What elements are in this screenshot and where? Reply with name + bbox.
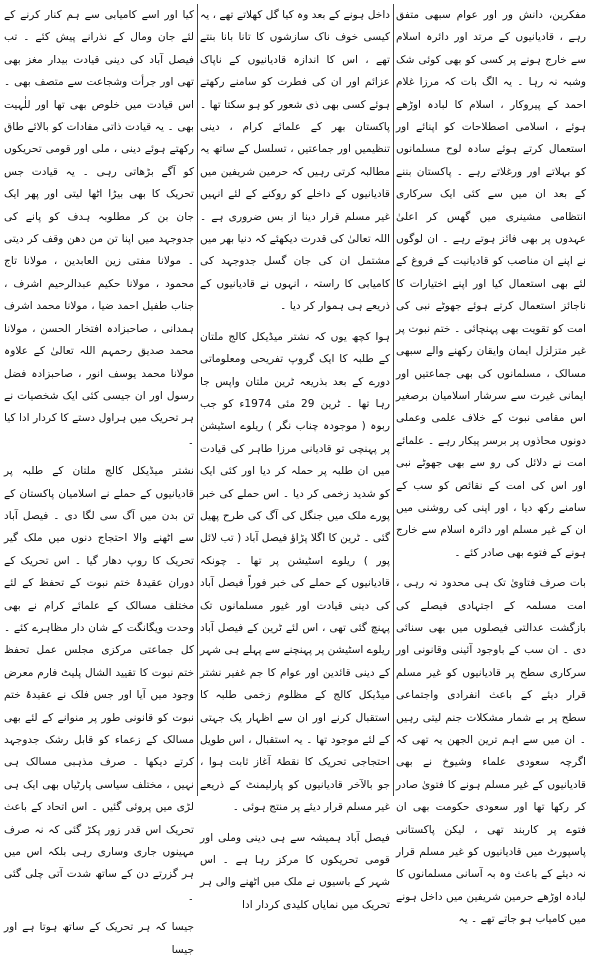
text-column-middle <box>200 4 391 911</box>
column-1-paragraph-1: مفکرین، دانش ور اور عوام سبھی متفق رہے ، قادیانیوں کے مرتد اور دائرہ اسلام سے خارج ہونے پر کسی کو بھی کوئی شک وشبہ نہ رہا ۔ یہ الگ بات کہ مرزا غلام احمد کے پیروکار ، اسلام کا لبادہ اوڑھے ہوئے ، اسلامی اصطلاحات کو اپنائے اور استعمال کرتے ہوئے سادہ لوح مسلمانوں کو بہلاتے اور ورغلاتے رہے ۔ پاکستان بننے کے بعد ان میں سے کئی ایک سرکاری انتظامی مشینری میں گھس کر اعلیٰ عہدوں پر بھی فائز ہوتے رہے ۔ ان لوگوں نے اپنے ان مناصب کو قادیانیت کے فروغ کے لئے بھی استعمال کیا اور اپنے اختیارات کا ناجائز استعمال کرتے ہوئے جھوٹے نبی کی امت کو تقویت بھی پہنچائی ۔ ختم نبوت پر غیر متزلزل ایمان وایقان رکھنے والے سبھی مسالک ، مسلمانوں کی بھی جماعتیں اور ایمانی غیرت سے سرشار اسلامیان برصغیر اس مقامی نبوت کے خلاف علمی وعملی دونوں محاذوں پر برسر پیکار رہے ۔ علمائے امت نے دلائل کی رو سے بھی جھوٹے نبی اور اس کی امت کے نقائص کو سب کے سامنے رکھ دیا ، اور اپنی کی روشنی میں ان کے غیر مسلم اور دائرہ اسلام سے خارج ہونے کے فتوے بھی صادر کئے ۔ <box>396 9 586 559</box>
column-3-paragraph-2: نشتر میڈیکل کالج ملتان کے طلبہ پر قادیانیوں کے حملے نے اسلامیان پاکستان کے تن بدن میں آگ سی لگا دی ۔ فیصل آباد سے اٹھنے والا احتجاج دنوں میں ملک گیر تحریک کا روپ دھار گیا ۔ اس تحریک کے دوران عقیدۂ ختم نبوت کے تحفظ کے لئے مختلف مسالک کے علمائے کرام نے بھی وحدت ویگانگت کے شان دار مظاہرے کئے ۔ کل جماعتی مرکزی مجلس عمل تحفظ ختم نبوت کا تقیید الشال پلیٹ فارم معرض وجود میں آیا اور جس فلک نے عقیدۂ ختم نبوت کو قانونی طور پر منوانے کے لئے بھی مسالک کے زعماء کو قابل رشک جدوجہد کرتے دیکھا ۔ صرف مذہبی مسالک ہی نہیں ، مختلف سیاسی پارٹیاں بھی ایک ہی لڑی میں پروئی گئیں ۔ اس اتحاد کے باعث تحریک اس قدر زور پکڑ گئی کہ نہ صرف مہینوں جاری وساری رہی بلکہ اس میں ہر گزرتے دن کے ساتھ شدت آتی چلی گئی ۔ <box>4 465 194 903</box>
column-2-paragraph-1: داخل ہونے کے بعد وہ کیا گل کھلاتے تھے ، یہ کیسی خوف ناک سازشوں کا تانا بانا بنتے تھے ، اس کا اندازہ قادیانیوں کے ناپاک عزائم اور ان کی فطرت کو سامنے رکھتے ہوئے کسی بھی ذی شعور کو ہو سکتا تھا ۔ پاکستان بھر کے علمائے کرام ، دینی تنظیمیں اور جماعتیں ، تسلسل کے ساتھ یہ مطالبہ کرتی رہیں کہ حرمین شریفین میں قادیانیوں کے داخلے کو روکنے کے لئے انہیں غیر مسلم قرار دینا از بس ضروری ہے ۔ اللہ تعالیٰ کی قدرت دیکھئے کہ دنیا بھر میں مشتمل ان کی جان گسل جدوجہد کی کامیابی کا راستہ ، انہوں نے قادیانیوں کے ذریعے ہی ہموار کر دیا ۔ <box>200 9 390 313</box>
column-2-paragraph-3: فیصل آباد ہمیشہ سے ہی دینی وملی اور قومی تحریکوں کا مرکز رہا ہے ۔ اس شہر کے باسیوں نے ملک میں اٹھنے والی ہر تحریک میں نمایاں کلیدی کردار ادا <box>200 831 390 911</box>
column-2-paragraph-2: ہوا کچھ یوں کہ نشتر میڈیکل کالج ملتان کے طلبہ کا ایک گروپ تفریحی ومعلوماتی دورے کے بعد بذریعہ ٹرین ملتان واپس جا رہا تھا ۔ ٹرین 29 مئی 1974ء کو جب ربوہ ( موجودہ چناب نگر ) ریلوے اسٹیشن پر پہنچی تو قادیانی مرزا طاہر کی قیادت میں ان طلبہ پر حملہ کر دیا اور کئی ایک کو شدید زخمی کر دیا ۔ اس حملے کی خبر پورے ملک میں جنگل کی آگ کی طرح پھیل گئی ۔ ٹرین کا اگلا پڑاؤ فیصل آباد ( تب لائل پور ) ریلوے اسٹیشن پر تھا ۔ چونکہ قادیانیوں کے حملے کی خبر فوراً فیصل آباد کی دینی قیادت اور غیور مسلمانوں تک پہنچ گئی تھی ، اس لئے ٹرین کے فیصل آباد ریلوے اسٹیشن پر پہنچنے سے پہلے ہی شہر کے دینی قائدین اور عوام کا جم غفیر نشتر میڈیکل کالج کے مظلوم زخمی طلبہ کا استقبال کرنے اور ان سے اظہار یک جہتی کے لئے موجود تھا ۔ یہ استقبال ، اس طویل احتجاجی تحریک کا نقطۂ آغاز ثابت ہوا ، جو بالآخر قادیانیوں کو پارلیمنٹ کے ذریعے غیر مسلم قرار دیئے پر منتج ہوئی ۔ <box>200 330 391 814</box>
text-column-left <box>4 4 194 956</box>
column-1-paragraph-2: بات صرف فتاویٰ تک ہی محدود نہ رہی ، امت مسلمہ کے اجتہادی فیصلے کی بازگشت عدالتی فیصلوں میں بھی سنائی دی ۔ ان سب کے باوجود آئینی وقانونی اور سرکاری سطح پر قادیانیوں کو غیر مسلم قرار دیئے کے باعث انفرادی واجتماعی سطح پر بے شمار مشکلات جنم لیتی رہیں ۔ ان میں سے اہم ترین الجھن یہ تھی کہ اگرچہ سعودی علماء وشیوخ نے بھی قادیانیوں کے غیر مسلم ہونے کا فتویٰ صادر کر رکھا تھا اور سعودی حکومت بھی ان فتوے پر کاربند تھی ، لیکن پاکستانی پاسپورٹ میں قادیانیوں کو غیر مسلم قرار نہ دیئے کے باعث وہ بہ آسانی مسلمانوں کا لبادہ اوڑھے حرمین شریفین میں داخل ہونے میں کامیاب ہو جاتے تھے ۔ یہ <box>396 577 586 926</box>
column-divider-left <box>197 4 198 796</box>
column-3-paragraph-1: کیا اور اسے کامیابی سے ہم کنار کرنے کے لئے جان ومال کے نذرانے پیش کئے ۔ تب فیصل آباد کی دینی قیادت بیدار مغز بھی تھی اور جرأت وشجاعت سے متصف بھی ۔ اس قیادت میں خلوص بھی تھا اور للٰہیت بھی ۔ یہ قیادت ذاتی مفادات کو بالائے طاق رکھتے ہوئے دینی ، ملی اور قومی تحریکوں کو آگے بڑھاتی رہی ۔ یہ قیادت جس تحریک کا بھی بیڑا اٹھا لیتی اور پھر ایک جان بن کر مطلوبہ ہدف کو پانے کی جدوجہد میں اپنا تن من دھن وقف کر دیتی ۔ مولانا مفتی زین العابدین ، مولانا تاج محمود ، مولانا حکیم عبدالرحیم اشرف ، جناب طفیل احمد ضیا ، مولانا محمد اشرف ہمدانی ، صاحبزادہ افتخار الحسن ، مولانا محمد صدیق رحمہم اللہ تعالیٰ کے علاوہ مولانا محمد یوسف انور ، صاحبزادہ فضل رسول اور ان جیسی کئی ایک شخصیات نے ہر تحریک میں ہراول دستے کا کردار ادا کیا ۔ <box>4 9 194 447</box>
text-column-right <box>396 4 586 926</box>
column-3-paragraph-3: جیسا کہ ہر تحریک کے ساتھ ہوتا ہے اور جیسا <box>4 921 194 956</box>
column-divider-right <box>393 4 394 796</box>
